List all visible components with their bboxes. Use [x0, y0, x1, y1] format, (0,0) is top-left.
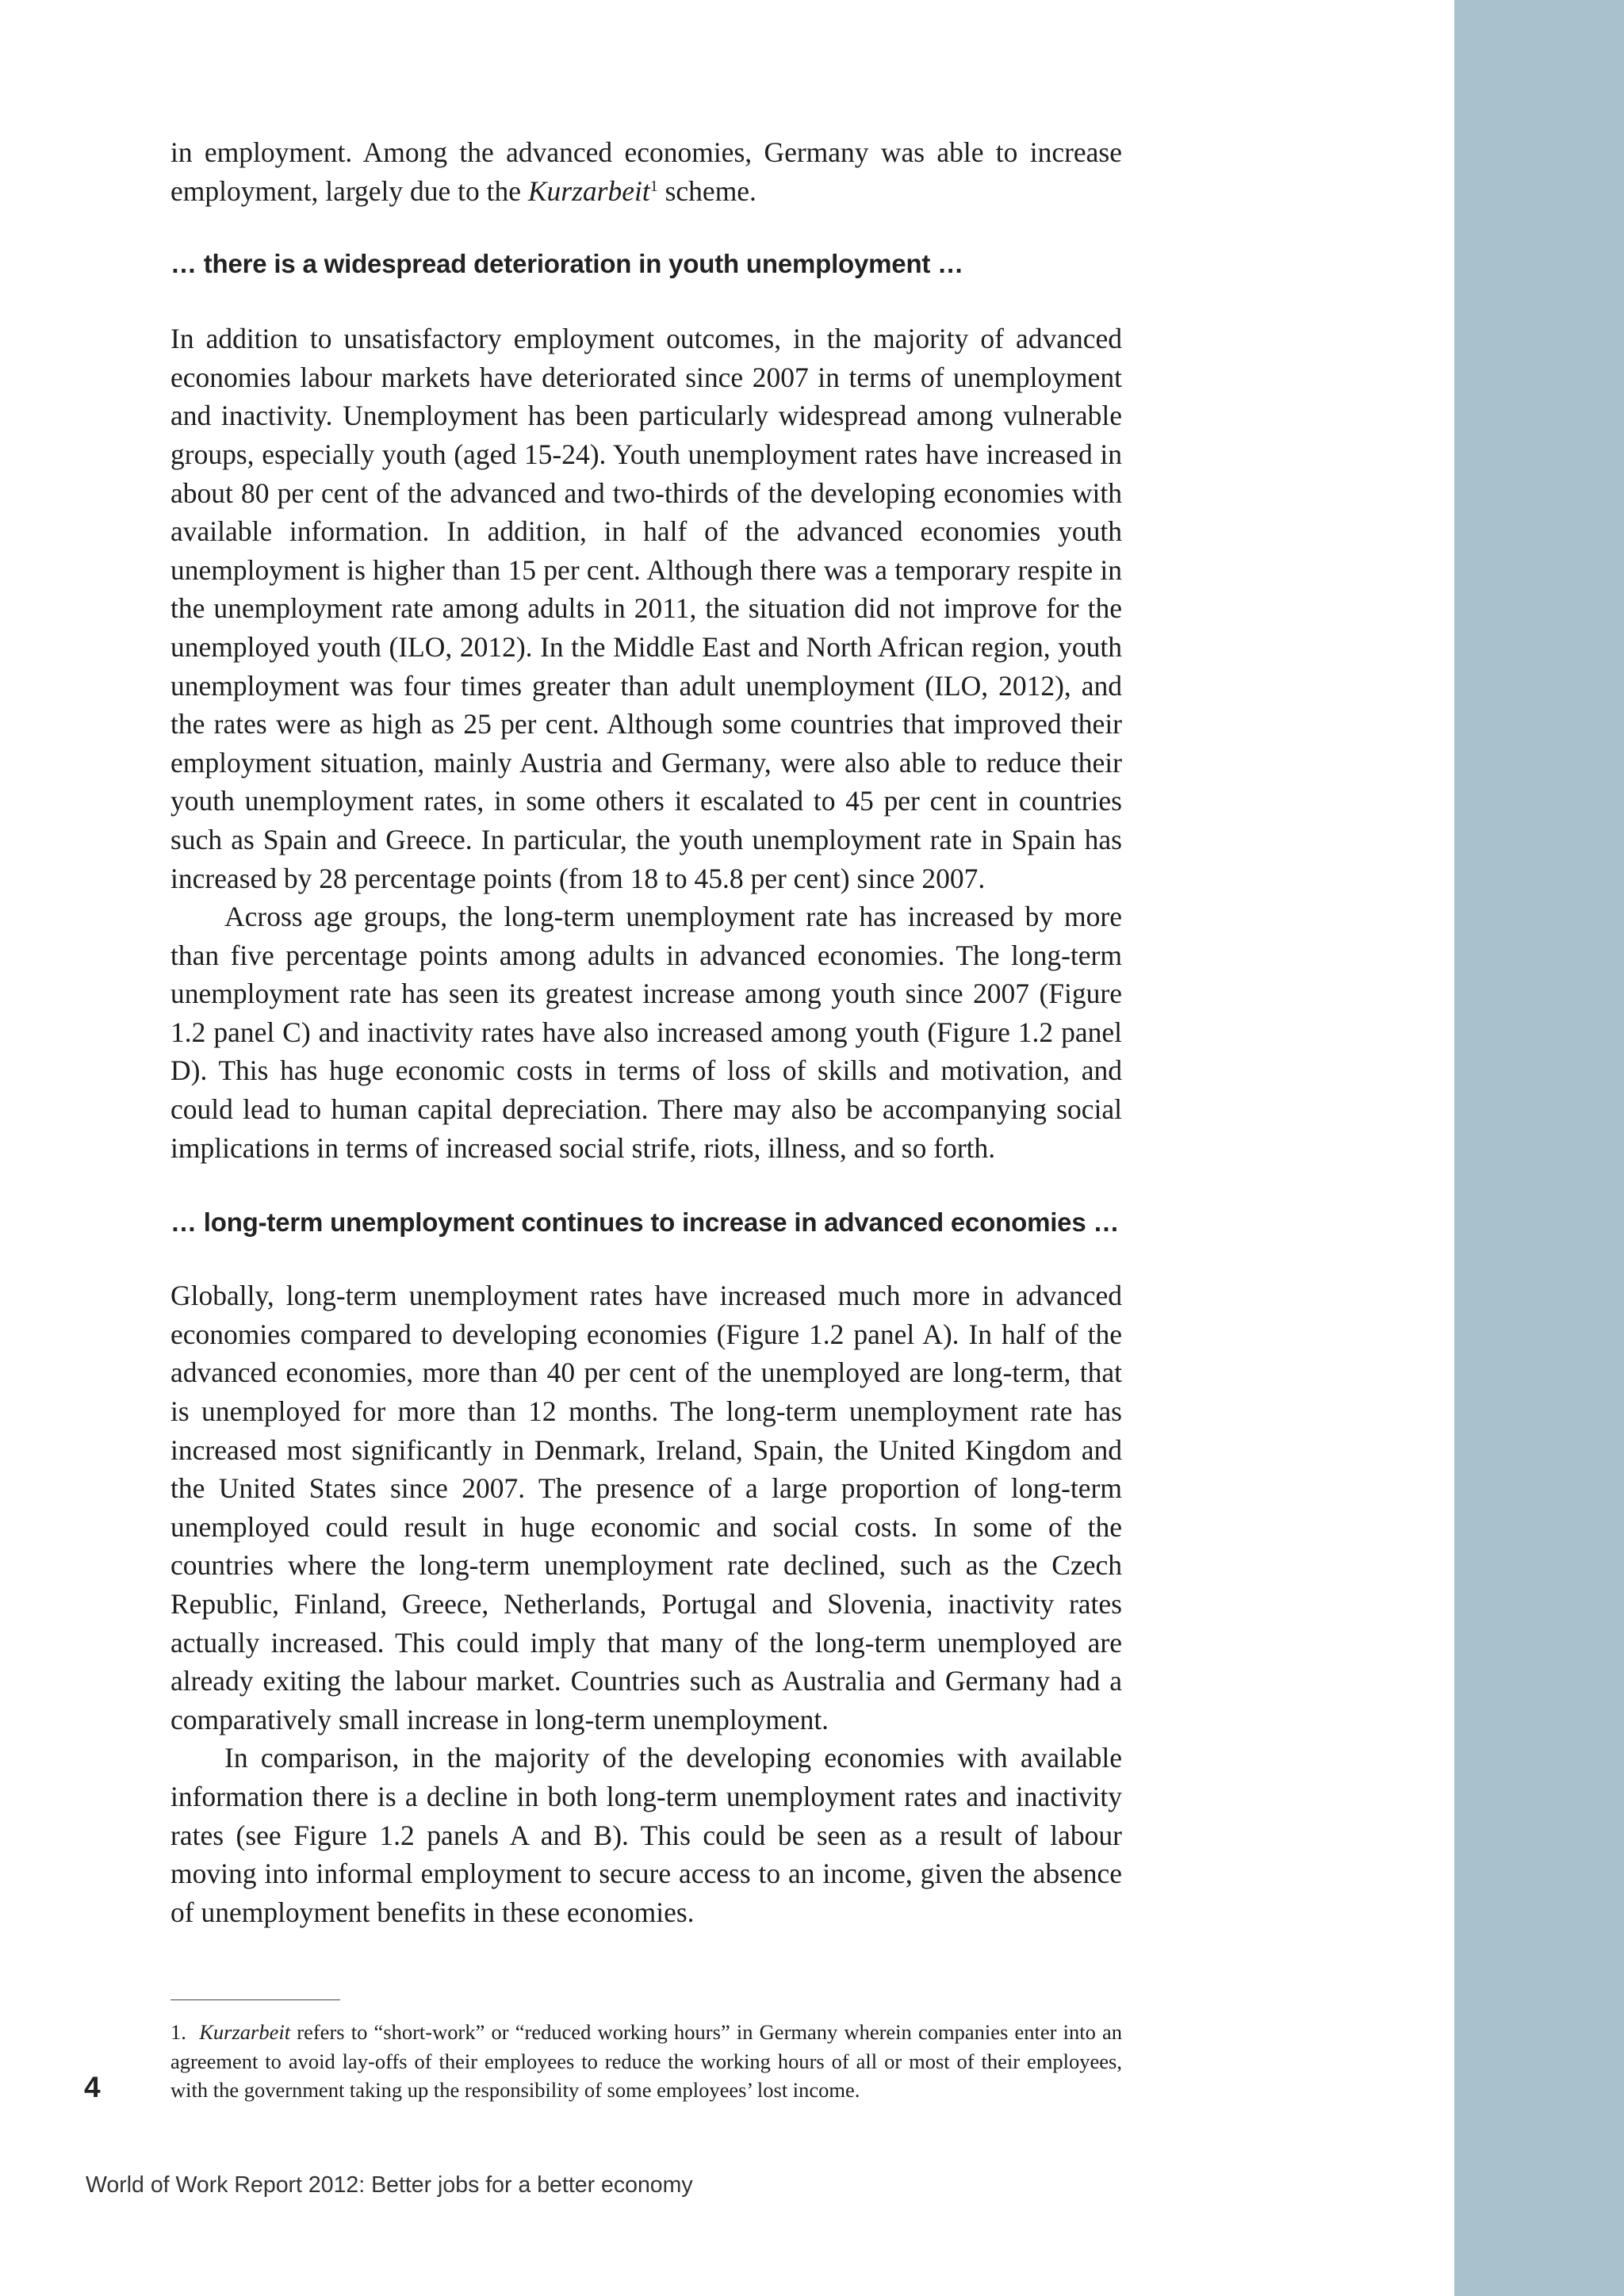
side-color-band	[1454, 0, 1624, 2296]
continuation-paragraph	[170, 133, 1122, 210]
footnote-divider	[170, 1999, 340, 2000]
footnote-number: 1.	[170, 2020, 186, 2044]
kurzarbeit-term: Kurzarbeit	[527, 174, 650, 207]
paragraph-youth-1: In addition to unsatisfactory employment outcomes, in the majority of advanced economies labour markets have deteriorated since 2007 in terms of unemployment and inactivity. Unemployment has been particularly widespread among vulnerable groups, especially youth (aged 15-24). Youth unemployment rates have increased in about 80 per cent of the advanced and two-thirds of the developing economies with available information. In addition, in half of the advanced economies youth unemployment is higher than 15 per cent. Although there was a temporary respite in the unemployment rate among adults in 2011, the situation did not improve for the unemployed youth (ILO, 2012). In the Middle East and North African region, youth unemployment was four times greater than adult unemployment (ILO, 2012), and the rates were as high as 25 per cent. Although some countries that improved their employment situation, mainly Austria and Germany, were also able to reduce their youth unemployment rates, in some others it escalated to 45 per cent in countries such as Spain and Greece. In particular, the youth unemployment rate in Spain has increased by 28 percentage points (from 18 to 45.8 per cent) since 2007.	[170, 323, 1122, 894]
continuation-end: scheme.	[657, 174, 756, 207]
main-text-column	[170, 133, 1122, 1931]
section-heading-long-term-unemployment: … long-term unemployment continues to increase in advanced economies …	[170, 1207, 1120, 1238]
paragraph-youth-2: Across age groups, the long-term unemployment rate has increased by more than five percentage points among adults in advanced economies. The long-term unemployment rate has seen its greatest increase among youth since 2007 (Figure 1.2 panel C) and inactivity rates have also increased among youth (Figure 1.2 panel D). This has huge economic costs in terms of loss of skills and motivation, and could lead to human capital depreciation. There may also be accompanying social implications in terms of increased social strife, riots, illness, and so forth.	[170, 901, 1122, 1164]
footnote-term: Kurzarbeit	[199, 2020, 291, 2044]
running-footer-title: World of Work Report 2012: Better jobs for a better economy	[86, 2172, 693, 2198]
continuation-text: in employment. Among the advanced economies, Germany was able to increase employment, largely due to the	[170, 136, 1122, 207]
footnote-reference[interactable]: 1	[649, 177, 658, 195]
page-number: 4	[84, 2071, 101, 2103]
footnote-text: refers to “short-work” or “reduced working hours” in Germany wherein companies enter into an agreement to avoid lay-offs of their employees to reduce the working hours of all or most of their employees, with the government taking up the responsibility of some employees’ lost income.	[170, 2020, 1123, 2103]
paragraph-long-term-1: Globally, long-term unemployment rates have increased much more in advanced economies compared to developing economies (Figure 1.2 panel A). In half of the advanced economies, more than 40 per cent of the unemployed are long-term, that is unemployed for more than 12 months. The long-term unemployment rate has increased most significantly in Denmark, Ireland, Spain, the United Kingdom and the United States since 2007. The presence of a large proportion of long-term unemployed could result in huge economic and social costs. In some of the countries where the long-term unemployment rate declined, such as the Czech Republic, Finland, Greece, Netherlands, Portugal and Slovenia, inactivity rates actually increased. This could imply that many of the long-term unemployed are already exiting the labour market. Countries such as Australia and Germany had a comparatively small increase in long-term unemployment.	[170, 1280, 1122, 1735]
section-heading-youth-unemployment: … there is a widespread deterioration in youth unemployment …	[170, 249, 963, 279]
paragraph-long-term-2: In comparison, in the majority of the developing economies with available information there is a decline in both long-term unemployment rates and inactivity rates (see Figure 1.2 panels A and B). This could be seen as a result of labour moving into informal employment to secure access to an income, given the absence of unemployment benefits in these economies.	[170, 1742, 1122, 1928]
footnote	[170, 2018, 1122, 2105]
